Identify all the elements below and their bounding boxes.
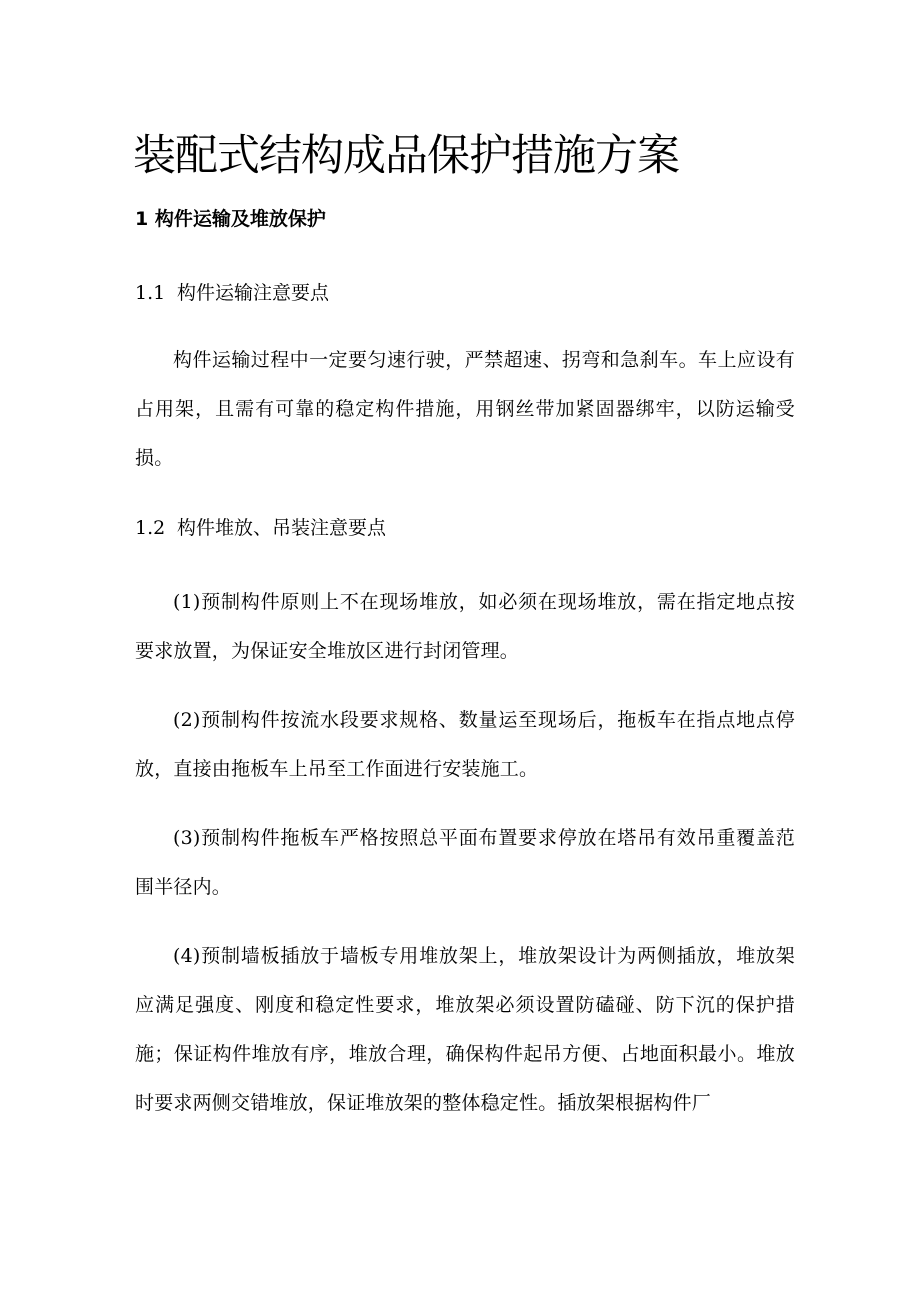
- list-item-text: 预制构件原则上不在现场堆放，如必须在现场堆放，需在指定地点按要求放置，为保证安全堆放区进行封闭管理。: [135, 591, 795, 662]
- paragraph-transport: 构件运输过程中一定要匀速行驶，严禁超速、拐弯和急刹车。车上应设有占用架，且需有可靠的稳定构件措施，用钢丝带加紧固器绑牢，以防运输受损。: [135, 349, 795, 469]
- list-marker: (1): [173, 591, 201, 613]
- list-item-text: 预制墙板插放于墙板专用堆放架上，堆放架设计为两侧插放，堆放架应满足强度、刚度和稳定性要求，堆放架必须设置防磕碰、防下沉的保护措施；保证构件堆放有序，堆放合理，确保构件起吊方便、占地面积最小。堆放时要求两侧交错堆放，保证堆放架的整体稳定性。插放架根据构件厂: [135, 945, 795, 1114]
- subsection-title: 构件运输注意要点: [177, 282, 330, 304]
- list-marker: (3): [173, 827, 201, 849]
- subsection-title: 构件堆放、吊装注意要点: [177, 517, 387, 539]
- list-item-text: 预制构件按流水段要求规格、数量运至现场后，拖板车在指点地点停放，直接由拖板车上吊至工作面进行安装施工。: [135, 709, 795, 780]
- subsection-heading-1-1: [135, 279, 329, 307]
- section-heading-1: 1 构件运输及堆放保护: [135, 208, 326, 230]
- document-title: 装配式结构成品保护措施方案: [133, 131, 679, 181]
- subsection-number: 1.1: [135, 282, 166, 304]
- list-item-4: [135, 932, 795, 1128]
- list-item-2: [135, 696, 795, 794]
- subsection-number: 1.2: [135, 517, 166, 539]
- list-marker: (4): [173, 945, 201, 967]
- list-marker: (2): [173, 709, 201, 731]
- list-item-3: [135, 814, 795, 912]
- list-item-1: [135, 578, 795, 676]
- list-item-text: 预制构件拖板车严格按照总平面布置要求停放在塔吊有效吊重覆盖范围半径内。: [135, 827, 795, 898]
- subsection-heading-1-2: [135, 514, 386, 542]
